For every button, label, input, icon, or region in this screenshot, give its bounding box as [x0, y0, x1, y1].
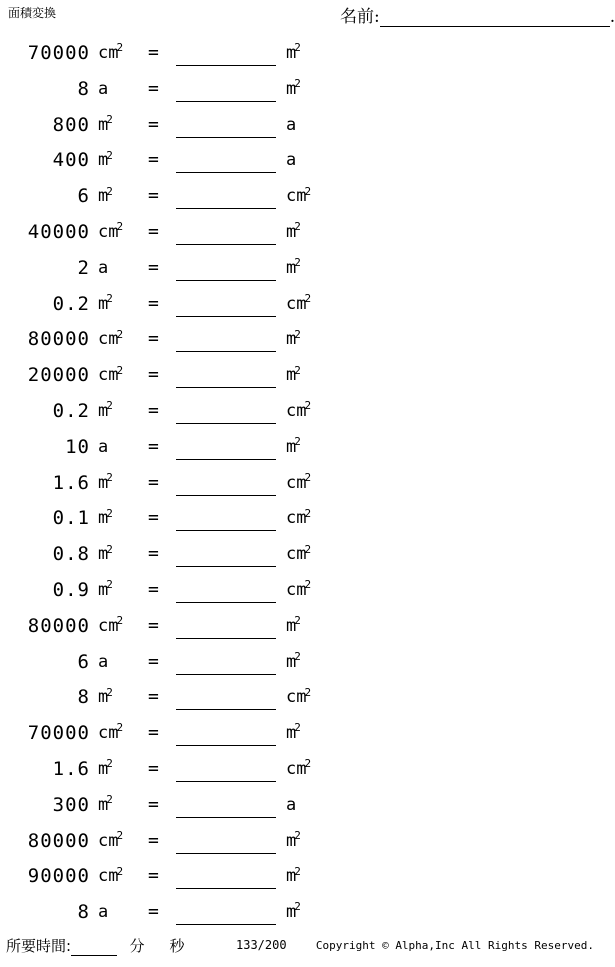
problem-row	[0, 468, 600, 504]
problem-value: 800	[52, 113, 90, 136]
source-unit-text: cm	[98, 329, 119, 350]
source-unit-text: m	[98, 400, 109, 421]
target-unit-text: cm	[286, 687, 307, 708]
problem-source-unit	[98, 795, 140, 815]
problem-target-unit	[286, 616, 301, 636]
target-unit-text: cm	[286, 544, 307, 565]
name-trailing-dot: .	[609, 7, 615, 27]
problem-target-unit	[286, 186, 311, 206]
time-taken-label: 所要時間:	[6, 937, 72, 955]
source-unit-text: cm	[98, 866, 119, 887]
equals-sign: =	[148, 364, 159, 386]
problem-row	[0, 754, 600, 790]
target-unit-exponent: 2	[294, 864, 301, 878]
source-unit-text: m	[98, 758, 109, 779]
equals-sign: =	[148, 722, 159, 744]
source-unit-text: m	[98, 544, 109, 565]
problem-source-unit	[98, 186, 140, 206]
problem-value: 6	[77, 650, 90, 673]
target-unit-exponent: 2	[304, 291, 312, 305]
answer-input[interactable]	[176, 602, 276, 603]
target-unit-exponent: 2	[304, 757, 312, 771]
target-unit-text: m	[286, 78, 297, 99]
answer-input[interactable]	[176, 101, 276, 102]
problem-target-unit	[286, 258, 301, 278]
target-unit-text: m	[286, 651, 297, 672]
problem-value: 70000	[27, 722, 90, 745]
problem-row	[0, 110, 600, 146]
target-unit-text: cm	[286, 186, 307, 207]
problem-source-unit	[98, 437, 140, 457]
problem-source-unit	[98, 112, 140, 135]
problem-row	[0, 38, 600, 74]
target-unit-exponent: 2	[294, 220, 301, 234]
source-unit-text: m	[98, 508, 109, 529]
problem-value: 1.6	[52, 757, 90, 780]
problem-value: 8	[77, 686, 90, 709]
target-unit-text: m	[286, 221, 297, 242]
equals-sign: =	[148, 686, 159, 708]
target-unit-exponent: 2	[294, 614, 301, 628]
equals-sign: =	[148, 185, 159, 207]
source-unit-exponent: 2	[106, 757, 113, 771]
problem-source-unit	[98, 616, 140, 636]
equals-sign: =	[148, 614, 159, 636]
target-unit-text: m	[286, 329, 297, 350]
answer-input[interactable]	[176, 781, 276, 782]
problem-row	[0, 647, 600, 683]
equals-sign: =	[148, 292, 159, 314]
problem-row	[0, 682, 600, 718]
equals-sign: =	[148, 578, 159, 600]
source-unit-text: a	[98, 257, 109, 278]
target-unit-exponent: 2	[304, 184, 312, 198]
problem-target-unit	[286, 649, 301, 672]
problem-row	[0, 145, 600, 181]
answer-input[interactable]	[176, 351, 276, 352]
problem-source-unit	[98, 43, 140, 63]
problem-value: 0.2	[52, 399, 90, 422]
source-unit-text: a	[98, 436, 109, 457]
problem-row	[0, 396, 600, 432]
target-unit-exponent: 2	[304, 578, 312, 592]
answer-input[interactable]	[176, 280, 276, 281]
target-unit-text: cm	[286, 472, 307, 493]
problem-list	[0, 38, 600, 933]
problem-target-unit	[286, 329, 301, 349]
source-unit-exponent: 2	[106, 793, 113, 807]
source-unit-exponent: 2	[106, 685, 113, 699]
problem-value: 40000	[27, 220, 90, 243]
target-unit-text: m	[286, 43, 297, 63]
problem-target-unit	[286, 43, 301, 63]
answer-input[interactable]	[176, 208, 276, 209]
target-unit-text: m	[286, 436, 297, 457]
problem-row	[0, 539, 600, 575]
problem-row	[0, 289, 600, 325]
answer-input[interactable]	[176, 709, 276, 710]
source-unit-text: m	[98, 293, 109, 314]
problem-value: 80000	[27, 328, 90, 351]
source-unit-exponent: 2	[106, 399, 113, 413]
problem-source-unit	[98, 580, 140, 600]
answer-input[interactable]	[176, 817, 276, 818]
target-unit-text: m	[286, 257, 297, 278]
source-unit-text: cm	[98, 830, 119, 851]
problem-target-unit	[286, 580, 311, 600]
problem-row	[0, 432, 600, 468]
problem-source-unit	[98, 828, 140, 851]
source-unit-exponent: 2	[106, 148, 113, 162]
source-unit-exponent: 2	[116, 614, 124, 628]
problem-value: 0.8	[52, 543, 90, 566]
equals-sign: =	[148, 650, 159, 672]
answer-input[interactable]	[176, 674, 276, 675]
problem-target-unit	[286, 115, 296, 135]
copyright-notice: Copyright © Alpha,Inc All Rights Reserved.	[315, 939, 594, 952]
equals-sign: =	[148, 865, 159, 887]
target-unit-text: a	[286, 794, 297, 815]
answer-input[interactable]	[176, 566, 276, 567]
problem-target-unit	[286, 437, 301, 457]
problem-row	[0, 718, 600, 754]
equals-sign: =	[148, 149, 159, 171]
target-unit-exponent: 2	[304, 470, 312, 484]
source-unit-text: a	[98, 651, 109, 672]
target-unit-text: cm	[286, 758, 307, 779]
time-minutes-unit: 分	[129, 937, 145, 955]
target-unit-text: m	[286, 365, 297, 386]
problem-value: 2	[77, 256, 90, 279]
equals-sign: =	[148, 507, 159, 529]
target-unit-exponent: 2	[294, 900, 301, 914]
problem-value: 300	[52, 793, 90, 816]
target-unit-exponent: 2	[304, 506, 312, 520]
target-unit-exponent: 2	[294, 721, 301, 735]
problem-row	[0, 253, 600, 289]
problem-source-unit	[98, 258, 140, 278]
problem-row	[0, 575, 600, 611]
problem-target-unit	[286, 79, 301, 99]
source-unit-exponent: 2	[106, 506, 113, 520]
equals-sign: =	[148, 113, 159, 135]
source-unit-text: cm	[98, 723, 119, 744]
problem-value: 400	[52, 149, 90, 172]
target-unit-exponent: 2	[294, 435, 301, 449]
answer-input[interactable]	[176, 316, 276, 317]
problem-value: 8	[77, 901, 90, 924]
answer-input[interactable]	[176, 924, 276, 925]
problem-source-unit	[98, 866, 140, 886]
answer-input[interactable]	[176, 638, 276, 639]
source-unit-text: m	[98, 114, 109, 135]
problem-value: 20000	[27, 364, 90, 387]
target-unit-exponent: 2	[304, 542, 312, 556]
answer-input[interactable]	[176, 745, 276, 746]
answer-input[interactable]	[176, 172, 276, 173]
equals-sign: =	[148, 435, 159, 457]
answer-input[interactable]	[176, 888, 276, 889]
answer-input[interactable]	[176, 853, 276, 854]
target-unit-text: m	[286, 866, 297, 887]
name-label: 名前:	[340, 7, 380, 27]
equals-sign: =	[148, 399, 159, 421]
problem-value: 0.1	[52, 507, 90, 530]
equals-sign: =	[148, 328, 159, 350]
source-unit-exponent: 2	[116, 327, 124, 341]
source-unit-text: a	[98, 902, 109, 923]
source-unit-exponent: 2	[116, 721, 124, 735]
target-unit-exponent: 2	[294, 649, 301, 663]
problem-target-unit	[286, 508, 311, 528]
problem-value: 0.2	[52, 292, 90, 315]
answer-input[interactable]	[176, 65, 276, 66]
source-unit-text: m	[98, 150, 109, 171]
problem-target-unit	[286, 401, 311, 421]
target-unit-text: a	[286, 114, 297, 135]
problem-source-unit	[98, 150, 140, 170]
problem-target-unit	[286, 828, 301, 851]
problem-target-unit	[286, 470, 312, 493]
source-unit-text: m	[98, 579, 109, 600]
problem-target-unit	[286, 544, 311, 564]
target-unit-text: cm	[286, 400, 307, 421]
source-unit-exponent: 2	[106, 578, 113, 592]
problem-source-unit	[98, 902, 140, 922]
worksheet-header	[0, 0, 615, 30]
problem-row	[0, 324, 600, 360]
target-unit-exponent: 2	[304, 399, 312, 413]
source-unit-exponent: 2	[116, 220, 124, 234]
problem-target-unit	[286, 795, 296, 815]
problem-source-unit	[98, 291, 140, 314]
page-number: 133/200	[236, 938, 287, 952]
target-unit-exponent: 2	[294, 77, 301, 91]
problem-value: 70000	[27, 42, 90, 64]
problem-source-unit	[98, 79, 140, 99]
target-unit-text: m	[286, 615, 297, 636]
target-unit-text: cm	[286, 508, 307, 529]
problem-target-unit	[286, 291, 312, 314]
source-unit-text: m	[98, 794, 109, 815]
target-unit-text: a	[286, 150, 297, 171]
target-unit-exponent: 2	[294, 41, 301, 55]
target-unit-exponent: 2	[304, 685, 312, 699]
problem-source-unit	[98, 723, 140, 743]
problem-target-unit	[286, 222, 301, 242]
source-unit-exponent: 2	[116, 41, 124, 55]
equals-sign: =	[148, 757, 159, 779]
problem-value: 80000	[27, 614, 90, 637]
problem-value: 0.9	[52, 578, 90, 601]
problem-value: 8	[77, 77, 90, 100]
target-unit-exponent: 2	[294, 256, 301, 270]
time-seconds-unit: 秒	[169, 937, 185, 955]
target-unit-exponent: 2	[294, 363, 301, 377]
problem-row	[0, 217, 600, 253]
problem-target-unit	[286, 365, 301, 385]
problem-value: 80000	[27, 829, 90, 852]
problem-row	[0, 360, 600, 396]
problem-row	[0, 74, 600, 110]
equals-sign: =	[148, 256, 159, 278]
problem-target-unit	[286, 902, 301, 922]
problem-row	[0, 503, 600, 539]
name-field-block	[340, 2, 613, 27]
problem-source-unit	[98, 759, 140, 779]
answer-input[interactable]	[176, 459, 276, 460]
problem-value: 6	[77, 185, 90, 208]
source-unit-exponent: 2	[116, 864, 124, 878]
source-unit-text: cm	[98, 43, 119, 63]
equals-sign: =	[148, 829, 159, 851]
target-unit-exponent: 2	[294, 828, 301, 842]
equals-sign: =	[148, 471, 159, 493]
source-unit-exponent: 2	[106, 542, 113, 556]
problem-row	[0, 861, 600, 897]
answer-input[interactable]	[176, 530, 276, 531]
source-unit-exponent: 2	[116, 828, 124, 842]
problem-row	[0, 897, 600, 933]
target-unit-exponent: 2	[294, 327, 301, 341]
problem-row	[0, 826, 600, 862]
equals-sign: =	[148, 77, 159, 99]
problem-source-unit	[98, 544, 140, 564]
problem-value: 90000	[27, 865, 90, 888]
problem-source-unit	[98, 508, 140, 528]
equals-sign: =	[148, 793, 159, 815]
target-unit-text: m	[286, 830, 297, 851]
target-unit-text: m	[286, 723, 297, 744]
problem-target-unit	[286, 759, 311, 779]
source-unit-exponent: 2	[106, 291, 113, 305]
name-input[interactable]	[380, 9, 610, 27]
source-unit-text: cm	[98, 221, 119, 242]
source-unit-exponent: 2	[116, 363, 124, 377]
problem-row	[0, 790, 600, 826]
source-unit-text: cm	[98, 615, 119, 636]
problem-source-unit	[98, 470, 140, 493]
source-unit-exponent: 2	[106, 112, 113, 126]
answer-input[interactable]	[176, 423, 276, 424]
source-unit-text: a	[98, 78, 109, 99]
problem-target-unit	[286, 723, 301, 743]
target-unit-text: cm	[286, 293, 307, 314]
time-minutes-input[interactable]	[71, 939, 117, 956]
equals-sign: =	[148, 220, 159, 242]
source-unit-exponent: 2	[106, 470, 113, 484]
time-taken-block	[6, 935, 197, 956]
source-unit-text: m	[98, 472, 109, 493]
problem-source-unit	[98, 365, 140, 385]
problem-value: 1.6	[52, 471, 90, 494]
problem-row	[0, 181, 600, 217]
problem-source-unit	[98, 401, 140, 421]
problem-target-unit	[286, 687, 311, 707]
equals-sign: =	[148, 901, 159, 923]
page-title: 面積変換	[8, 6, 57, 20]
source-unit-text: cm	[98, 365, 119, 386]
problem-source-unit	[98, 222, 140, 242]
source-unit-text: m	[98, 687, 109, 708]
answer-input[interactable]	[176, 244, 276, 245]
answer-input[interactable]	[176, 495, 276, 496]
source-unit-exponent: 2	[106, 184, 113, 198]
worksheet-footer	[0, 935, 600, 959]
answer-input[interactable]	[176, 137, 276, 138]
target-unit-text: m	[286, 902, 297, 923]
problem-source-unit	[98, 652, 140, 672]
problem-target-unit	[286, 866, 301, 886]
answer-input[interactable]	[176, 387, 276, 388]
equals-sign: =	[148, 42, 159, 63]
source-unit-text: m	[98, 186, 109, 207]
equals-sign: =	[148, 543, 159, 565]
problem-value: 10	[65, 435, 90, 458]
problem-source-unit	[98, 687, 140, 707]
problem-row	[0, 611, 600, 647]
problem-target-unit	[286, 150, 296, 170]
problem-source-unit	[98, 329, 140, 349]
target-unit-text: cm	[286, 579, 307, 600]
